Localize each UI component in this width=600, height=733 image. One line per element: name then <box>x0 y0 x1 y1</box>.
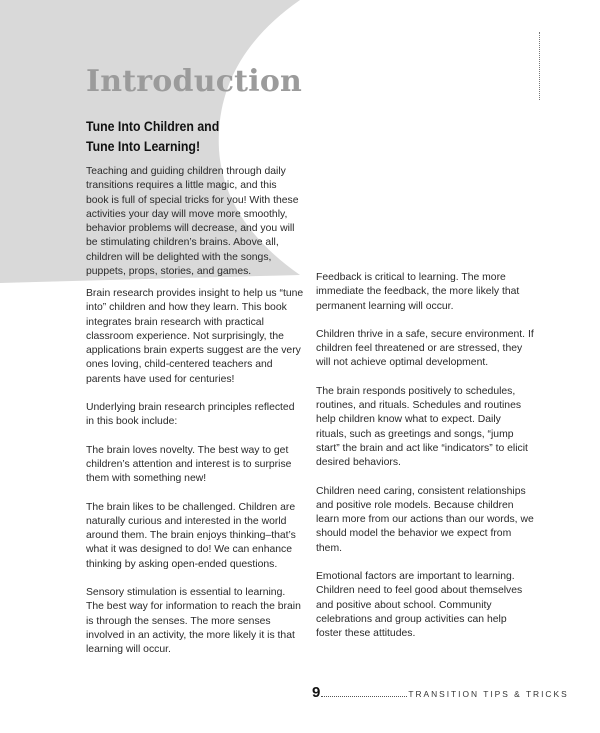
paragraph: Children need caring, consistent relationships and positive role models. Because children learn more from our actions than our words, we should model the behavior we expect from them. <box>316 485 534 554</box>
paragraph: Sensory stimulation is essential to learning. The best way for information to reach the brain is through the senses. The more senses involved in an activity, the more likely it is that learning will occur. <box>86 587 301 656</box>
page-number: 9 <box>312 684 321 701</box>
paragraph: Feedback is critical to learning. The more immediate the feedback, the more likely that permanent learning will occur. <box>316 272 520 312</box>
left-column <box>86 287 304 658</box>
dotted-leader <box>321 695 407 697</box>
paragraph: Underlying brain research principles reflected in this book include: <box>86 402 295 428</box>
paragraph: The brain likes to be challenged. Children are naturally curious and interested in the world around them. The brain enjoys thinking–that’s what it was designed to do! We can enhance thinking by asking open-ended questions. <box>86 501 296 570</box>
paragraph: The brain responds positively to schedules, routines, and rituals. Schedules and routines help children know what to expect. Daily rituals, such as greetings and songs, “jump start” the brain and act like “indicators” to elicit desired behaviors. <box>316 385 528 469</box>
page-footer <box>312 684 569 701</box>
intro-paragraph: Teaching and guiding children through daily transitions requires a little magic, and this book is full of special tricks for you! With these activities your day will move more smoothly, behavior problems will decrease, and you will be stimulating children’s brains. Above all, children will be delighted with the songs, puppets, props, stories, and games. <box>86 166 299 278</box>
paragraph: Children thrive in a safe, secure environment. If children feel threatened or are stressed, they will not achieve optimal development. <box>316 328 534 369</box>
paragraph: Brain research provides insight to help us “tune into” children and how they learn. This book integrates brain research with practical classroom experience. Not surprisingly, the applications brain experts suggest are the very ones loving, child-centered teachers and parents have used for centuries! <box>86 288 304 385</box>
right-column <box>316 271 534 642</box>
subtitle-line-1: Tune Into Children and <box>86 119 220 134</box>
page-title: Introduction <box>86 64 303 99</box>
running-title: TRANSITION TIPS & TRICKS <box>408 689 569 699</box>
subtitle-line-2: Tune Into Learning! <box>86 138 201 154</box>
section-subtitle <box>86 117 298 156</box>
paragraph: The brain loves novelty. The best way to get children’s attention and interest is to surprise them with something new! <box>86 444 292 485</box>
margin-dotted-rule <box>539 32 540 100</box>
paragraph: Emotional factors are important to learning. Children need to feel good about themselves and positive about school. Community celebrations and group activities can help foster these attitudes. <box>316 571 523 640</box>
